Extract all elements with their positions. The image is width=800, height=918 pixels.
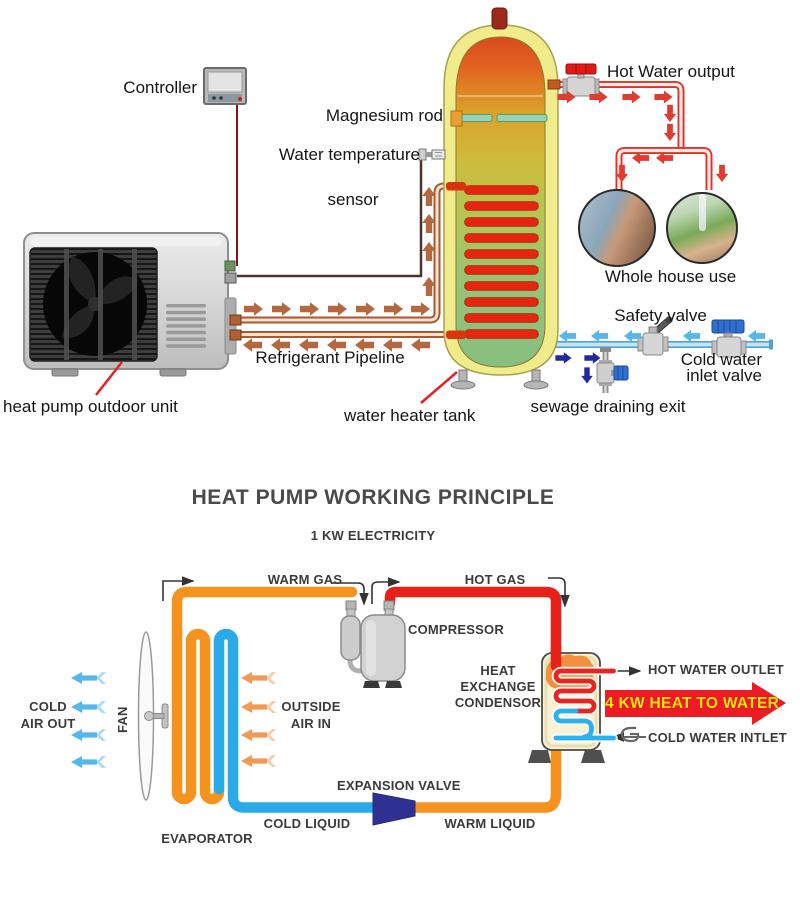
cold-air-label-1: COLD <box>29 699 67 714</box>
whole-house-use-label: Whole house use <box>604 267 737 286</box>
cold-water-inlet-label-1: Cold water <box>680 350 762 369</box>
tank-top-cap <box>492 8 507 29</box>
heat-pump-outdoor-unit <box>24 233 241 376</box>
shower-photo <box>578 189 656 267</box>
cold-water-inlet-bottom-label: COLD WATER INTLET <box>648 730 787 745</box>
bottom-title: HEAT PUMP WORKING PRINCIPLE <box>191 486 555 509</box>
cold-air-label-2: AIR OUT <box>20 716 76 731</box>
controller-label: Controller <box>123 78 197 97</box>
wire-connector <box>225 261 235 271</box>
fan-blade <box>139 632 169 800</box>
hot-water-outlet-label: HOT WATER OUTLET <box>648 662 784 677</box>
hook-icon <box>622 728 638 741</box>
evaporator-label: EVAPORATOR <box>161 831 253 846</box>
compressor-label: COMPRESSOR <box>408 622 504 637</box>
magnesium-rod-label: Magnesium rod <box>325 106 443 125</box>
sensor-wire <box>237 160 421 276</box>
pipe-connector <box>230 330 241 340</box>
heat-exchange-label-2: EXCHANGE <box>460 679 536 694</box>
temperature-sensor-icon <box>419 149 445 160</box>
tank-label: water heater tank <box>344 406 476 425</box>
warm-gas-label: WARM GAS <box>267 572 343 587</box>
condenser-foot <box>528 750 551 763</box>
heat-to-water-label: 4 KW HEAT TO WATER <box>605 695 780 712</box>
sewage-label: sewage draining exit <box>530 397 686 416</box>
cold-liquid-label: COLD LIQUID <box>263 816 351 831</box>
outdoor-unit-label: heat pump outdoor unit <box>3 397 178 416</box>
water-heater-tank <box>444 8 560 389</box>
coil-inlet-stub <box>446 182 466 191</box>
fan-label: FAN <box>115 706 130 733</box>
condenser-foot <box>581 750 605 763</box>
expansion-valve-label: EXPANSION VALVE <box>337 778 461 793</box>
expansion-valve-shape <box>373 793 415 825</box>
hot-water-flow-arrows <box>557 91 728 182</box>
outside-air-arrows <box>241 672 276 767</box>
warm-gas-pipe <box>177 592 352 799</box>
warm-liquid-label: WARM LIQUID <box>444 816 536 831</box>
water-stream <box>699 194 706 231</box>
cold-water-inlet-label-2: inlet valve <box>686 366 762 385</box>
vegetable-washing-photo <box>666 192 738 264</box>
unit-foot <box>52 369 78 376</box>
unit-foot <box>160 369 186 376</box>
coil-outlet-stub <box>446 331 466 340</box>
water-temp-label-1: Water temperature <box>278 145 420 164</box>
hot-water-valve <box>563 64 599 96</box>
compressor-device <box>341 601 405 688</box>
wire-connector <box>225 273 236 283</box>
sewage-valve <box>597 360 628 386</box>
outside-air-label-1: OUTSIDE <box>281 699 341 714</box>
pipe-connector <box>230 315 241 325</box>
controller-device <box>204 68 246 104</box>
refrigerant-flow-arrows <box>243 187 436 352</box>
annotation-line-tank <box>421 372 457 403</box>
hot-gas-label: HOT GAS <box>464 572 526 587</box>
water-temp-label-2: sensor <box>327 190 379 209</box>
outside-air-label-2: AIR IN <box>290 716 332 731</box>
hot-water-output-label: Hot Water output <box>607 62 735 81</box>
heat-exchange-label-1: HEAT <box>480 663 516 678</box>
safety-valve-label: Safety valve <box>614 306 707 325</box>
heat-exchange-label-3: CONDENSOR <box>454 695 542 710</box>
hot-outlet-stub <box>548 80 560 89</box>
refrigerant-pipeline-label: Refrigerant Pipeline <box>255 348 405 367</box>
drain-flow-arrows <box>555 352 600 383</box>
electricity-label: 1 KW ELECTRICITY <box>310 528 436 543</box>
